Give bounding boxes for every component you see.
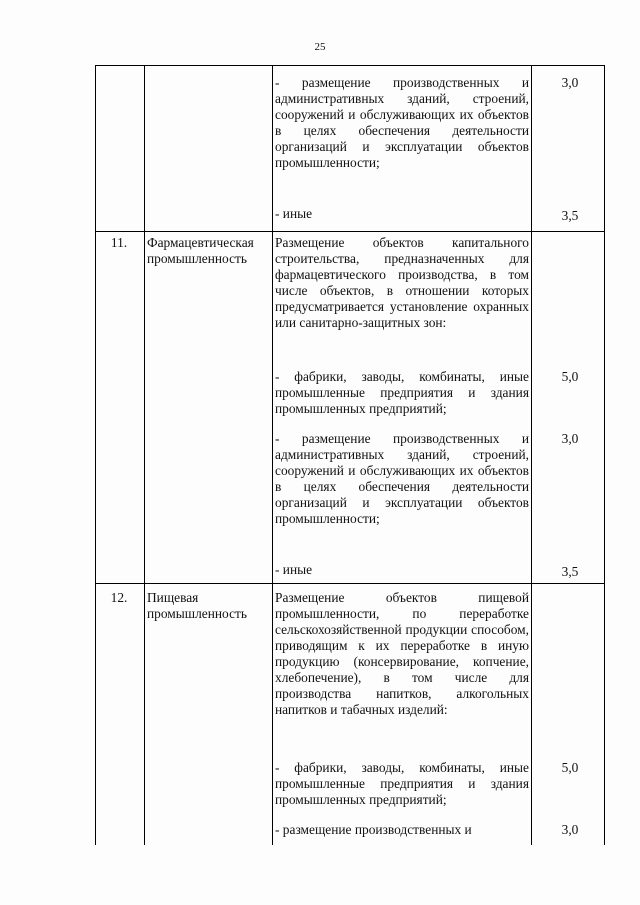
table-cell-value: 5,0 [561,760,579,775]
row-divider [95,583,605,584]
table-cell-description: - фабрики, заводы, комбинаты, иные промышленные предприятия и здания промышленных предприятий; [275,369,529,416]
table-cell-description: - иные [275,206,313,221]
table-cell-name: Пищевая промышленность [147,590,247,621]
table-cell-description: Размещение объектов пищевой промышленности, по переработке сельскохозяйственной продукции способом, приводящим к их переработке в иную продукцию (консервирование, копчение, хлебопечение), в том числе для производства напитков, алкогольных напитков и табачных изделий: [275,590,529,717]
table-border-top [95,65,605,66]
row-divider [95,231,605,232]
land-use-table [95,65,605,845]
table-cell-number: 12. [110,590,128,605]
table-cell-value: 5,0 [561,369,579,384]
table-border-right [604,65,605,845]
column-divider [144,65,145,845]
table-cell-description: - размещение производственных и административных зданий, строений, сооружений и обслуживающих их объектов в целях обеспечения деятельности организаций и эксплуатации объектов промышленности; [275,431,529,526]
table-cell-value: 3,0 [561,822,579,837]
table-cell-description: - фабрики, заводы, комбинаты, иные промышленные предприятия и здания промышленных предприятий; [275,760,529,807]
table-cell-number: 11. [110,235,128,250]
column-divider [531,65,532,845]
table-cell-value: 3,0 [561,75,579,90]
table-border-left [95,65,96,845]
table-cell-description: - размещение производственных и административных зданий, строений, сооружений и обслуживающих их объектов в целях обеспечения деятельности организаций и эксплуатации объектов промышленности; [275,75,529,170]
table-cell-description: Размещение объектов капитального строительства, предназначенных для фармацевтического производства, в том числе объектов, в отношении которых предусматривается установление охранных или санитарно-защитных зон: [275,235,529,330]
table-cell-value: 3,0 [561,431,579,446]
column-divider [272,65,273,845]
table-cell-value: 3,5 [561,564,579,579]
table-cell-description: - размещение производственных и [275,822,472,837]
table-cell-name: Фармацевтическая промышленность [147,235,254,266]
table-cell-description: - иные [275,562,313,577]
table-cell-value: 3,5 [561,208,579,223]
page-number: 25 [314,41,326,53]
